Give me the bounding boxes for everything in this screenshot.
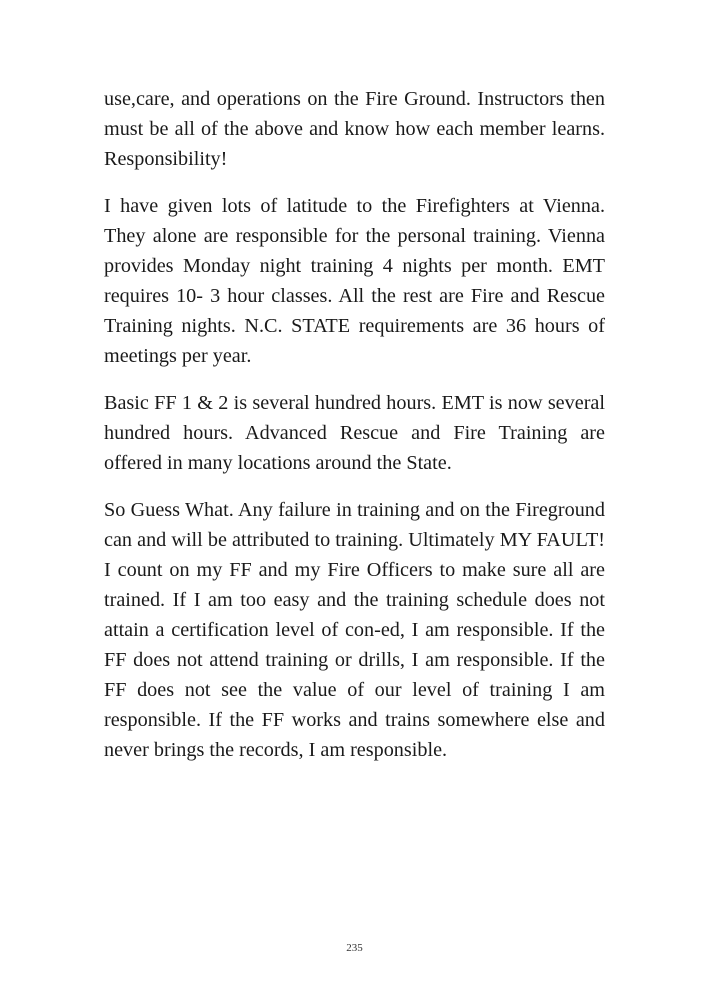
paragraph-1: use,care, and operations on the Fire Ground. Instructors then must be all of the above and know how each member learns. Responsibility! [104,88,605,170]
body-text [104,84,605,782]
paragraph-3: Basic FF 1 & 2 is several hundred hours. EMT is now several hundred hours. Advanced Rescue and Fire Training are offered in many locations around the State. [104,392,605,474]
paragraph-2: I have given lots of latitude to the Firefighters at Vienna. They alone are responsible for the personal training. Vienna provides Monday night training 4 nights per month. EMT requires 10- 3 hour classes. All the rest are Fire and Rescue Training nights. N.C. STATE requirements are 36 hours of meetings per year. [104,195,605,367]
page-number: 235 [346,942,363,954]
paragraph-4: So Guess What. Any failure in training and on the Fireground can and will be attributed to training. Ultimately MY FAULT! I count on my FF and my Fire Officers to make sure all are trained. If I am too easy and the training schedule does not attain a certification level of con-ed, I am responsible. If the FF does not attend training or drills, I am responsible. If the FF does not see the value of our level of training I am responsible. If the FF works and trains somewhere else and never brings the records, I am responsible. [104,499,605,761]
